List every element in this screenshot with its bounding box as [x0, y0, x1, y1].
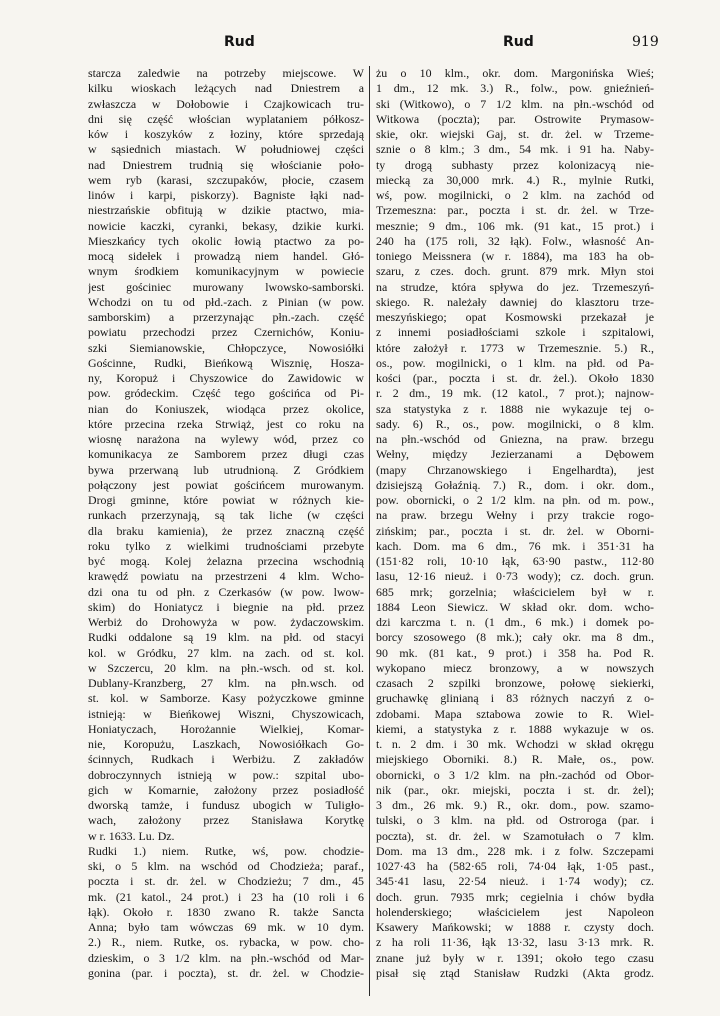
text-line: komunikacya ze Samborem przez długi czas: [88, 447, 364, 462]
text-line: sady. 6) R., os., pow. mogilnicki, o 8 klm.: [376, 416, 654, 431]
text-line: Dom. ma 13 dm., 228 mk. i z folw. Szczepami: [376, 843, 654, 858]
text-line: ny, Koropuż i Chyszowice do Zawidowic w: [88, 371, 364, 385]
text-line: dworską tamże, i fundusz ubogich w Tuligło-: [88, 798, 364, 812]
text-line: (mapy Chrzanowskiego i Engelhardta), jest: [376, 462, 654, 477]
text-line: poczta), st. dr. żel. w Szamotułach o 7 klm.: [376, 828, 654, 843]
text-line: nie, Koropużu, Laszkach, Nowosiółkach Go-: [88, 737, 364, 751]
text-line: kach. Dom. ma 6 dm., 76 mk. i 351·31 ha: [376, 538, 654, 553]
text-line: Witkowa (poczta); par. Ostrowite Prymasow-: [376, 111, 654, 126]
text-line: samborskim) a przerzynając płn.-zach. część: [88, 310, 364, 324]
text-line: 2.) R., niem. Rutke, os. rybacka, w pow. cho-: [88, 935, 364, 950]
text-line: wiosnę narażona na wylewy wód, przez co: [88, 432, 364, 446]
text-line: holenderskiego; właścicielem jest Napoleon: [376, 904, 654, 919]
text-line: (151·82 roli, 10·10 łąk, 63·90 pastw., 112·80: [376, 554, 654, 568]
text-line: mocą sidełek i prowadzą niem handel. Głó-: [88, 249, 364, 263]
text-line: pow. gródeckim. Część tego gościńca od Pi-: [88, 386, 364, 401]
text-line: sza statystyka z r. 1888 nie wykazuje tej o-: [376, 401, 654, 416]
page-number: 919: [632, 34, 659, 50]
text-line: Dublany-Kranzberg, 27 klm. na płn.wsch. od: [88, 676, 364, 690]
header-left-keyword: Rud: [224, 34, 255, 50]
text-line: lasu, 12·16 nieuż. i 0·73 wody); cz. doch. grun.: [376, 569, 654, 584]
text-line: Ksawery Mańkowski; w 1888 r. czysty doch.: [376, 920, 654, 934]
text-line: Wchodzi on tu od płd.-zach. z Pinian (w pow.: [88, 294, 364, 309]
text-line: mesznie; 9 dm., 106 mk. (91 kat., 15 prot.) i: [376, 218, 654, 233]
text-line: które przecina rzeka Strwiąż, jest co roku na: [88, 416, 364, 431]
text-line: pisał się ztąd Stanisław Rudzki (Akta grodz.: [376, 965, 654, 980]
right-text-column: [376, 66, 654, 996]
text-line: gonina (par. i poczta), st. dr. żel. w Chodzie-: [88, 965, 364, 980]
text-line: Gościnne, Rudki, Bieńkową Wisznię, Hosza-: [88, 355, 364, 370]
text-line: Rudki 1.) niem. Rutke, wś, pow. chodzie-: [88, 843, 364, 858]
text-line: z ha roli 11·36, łąk 13·32, lasu 3·13 mrk. R.: [376, 935, 654, 950]
text-line: nian do Koniuszek, wiodąca przez okolice,: [88, 401, 364, 416]
text-line: Drogi gminne, które powiat w różnych kie-: [88, 493, 364, 507]
text-line: t. n. 2 dm. i 30 mk. Wchodzi w skład okręgu: [376, 737, 654, 751]
text-line: r. 2 dm., 19 mk. (12 katol., 7 prot.); najnow-: [376, 386, 654, 401]
text-line: skim) do Honiatycz i biegnie na płd. przez: [88, 599, 364, 614]
text-line: dzisiejszą Gołaźnią. 7.) R., dom. i okr. dom.,: [376, 477, 654, 492]
text-line: miecką za 30,000 mrk. 4.) R., mylnie Rutki,: [376, 172, 654, 187]
text-line: łąk). Około r. 1830 zwano R. także Sancta: [88, 904, 364, 919]
text-line: kości (par., poczta i st. dr. żel.). Około 1830: [376, 371, 654, 385]
text-line: nad Dniestrem trudnią się włościanie poło-: [88, 157, 364, 172]
text-line: wach, założony przez Stanisława Korytkę: [88, 813, 364, 828]
text-line: doch. grun. 7935 mrk; cegielnia i chów bydła: [376, 889, 654, 904]
text-line: zdobami. Mapa sztabowa zowie to R. Wiel-: [376, 706, 654, 721]
text-line: wykopano miecz bronzowy, a w nowszych: [376, 660, 654, 675]
column-divider: [369, 66, 370, 996]
text-line: toniego Meissnera (w r. 1884), ma 183 ha ob-: [376, 249, 654, 263]
text-line: bywa przerwaną lub utrudnioną. Z Gródkiem: [88, 462, 364, 477]
text-line: w r. 1633. Lu. Dz.: [88, 828, 175, 843]
text-line: meszyńskiego; opat Kosmowski przekazał je: [376, 310, 654, 324]
text-line: ścinnych, Rudkach i Werbiżu. Z zakładów: [88, 752, 364, 767]
text-line: 90 mk. (81 kat., 9 prot.) i 358 ha. Pod R.: [376, 645, 654, 660]
text-line: kiemi, a statystyka z r. 1888 wykazuje w os.: [376, 721, 654, 736]
text-line: ski (Witkowo), o 7 1/2 klm. na płn.-wschód od: [376, 96, 654, 111]
text-line: wś, pow. mogilnicki, o 2 klm. na zachód od: [376, 188, 654, 202]
text-line: połączony jest powiat gościńcem murowanym.: [88, 477, 364, 492]
text-line: na praw. brzegu Wełny i przy trakcie rogo-: [376, 508, 654, 523]
text-line: Rudki oddalone są 19 klm. na płd. od stacyi: [88, 630, 364, 645]
text-line: czasach 2 szpilki bronzowe, połowę siekierki,: [376, 676, 654, 690]
text-line: ty drogą subhasty przez kolonizacyą nie-: [376, 157, 654, 172]
text-line: w sąsiednich miastach. W południowej części: [88, 142, 364, 157]
text-line: z innemi posiadłościami szkole i szpitalowi,: [376, 325, 654, 340]
header-center-keyword: Rud: [503, 34, 534, 50]
text-line: niestrzańskie obfitują w dzikie ptactwo, mia-: [88, 203, 364, 218]
text-line: powiatu przechodzi przez Czernichów, Koniu-: [88, 325, 364, 340]
text-line: Werbiż do Drohowyża w pow. żydaczowskim.: [88, 615, 364, 629]
text-line: jest gościniec murowany lwowsko-samborski.: [88, 279, 364, 294]
text-line: na strudze, która spływa do jez. Trzemeszyń-: [376, 279, 654, 294]
text-line: dni się część włościan wyplataniem półkosz-: [88, 111, 364, 126]
text-line: gich w Komarnie, założony przez posiadłość: [88, 782, 364, 797]
text-line: skie, okr. wiejski Gaj, st. dr. żel. w Trzeme-: [376, 127, 654, 141]
text-line: borcy szosowego (8 mk.); cały okr. ma 8 dm.,: [376, 630, 654, 645]
running-header: [0, 34, 720, 52]
text-line: nik (par., okr. miejski, poczta i st. dr. żel);: [376, 782, 654, 797]
text-line: krawędź powiatu na przestrzeni 4 klm. Wcho-: [88, 569, 364, 584]
text-line: gruchawkę glinianą i 83 różnych naczyń z o-: [376, 691, 654, 706]
text-line: linów i karpi, piskorzy). Bagniste łąki nad-: [88, 188, 364, 202]
text-line: poczta i st. dr. żel. w Chodzieżu; 7 dm., 45: [88, 874, 364, 889]
text-line: ków i koszyków z łoziny, które sprzedają: [88, 127, 364, 141]
text-line: Honiatyczach, Horożannie Wielkiej, Komar-: [88, 721, 364, 736]
text-line: ski, o 5 klm. na wschód od Chodzieża; paraf.,: [88, 859, 364, 873]
text-line: Mieszkańcy tych okolic łowią ptactwo za po-: [88, 233, 364, 248]
text-line: wem ryb (karasi, szczupaków, płocie, czasem: [88, 172, 364, 187]
text-line: dla braku kamienia), że przez znaczną część: [88, 523, 364, 538]
text-line: 1027·43 ha (582·65 roli, 74·04 łąk, 1·05 past.,: [376, 859, 654, 873]
text-line: szaru, z czes. doch. grunt. 879 mrk. Młyn stoi: [376, 264, 654, 279]
text-line: 685 mrk; gorzelnia; właścicielem był w r.: [376, 584, 654, 599]
text-line: 1 dm., 12 mk. 3.) R., folw., pow. gnieźnień-: [376, 81, 654, 96]
left-text-column: [88, 66, 364, 996]
text-line: w Szczercu, 20 klm. na płn.-wsch. od st. kol.: [88, 660, 364, 675]
text-line: sznie o 8 klm.; 3 dm., 54 mk. i 91 ha. Naby-: [376, 142, 654, 157]
text-line: 1884 Leon Siewicz. W skład okr. dom. wcho-: [376, 599, 654, 614]
text-line: Trzemeszna: par., poczta i st. dr. żel. w Trze-: [376, 203, 654, 218]
text-line: Anna; było tam wówczas 69 mk. w 10 dym.: [88, 920, 364, 934]
text-line: tulski, o 3 klm. na płd. od Ostroroga (par. i: [376, 813, 654, 828]
text-line: starcza zaledwie na potrzeby miejscowe. W: [88, 66, 364, 80]
text-line: być mogą. Kolej żelazna przecina wschodnią: [88, 554, 364, 568]
text-line: dzi karczma t. n. (1 dm., 6 mk.) i domek po-: [376, 615, 654, 629]
text-line: 345·41 lasu, 22·54 nieuż. i 1·74 wody); cz.: [376, 874, 654, 889]
text-line: zińskim; par., poczta i st. dr. żel. w Oborni-: [376, 523, 654, 538]
text-line: żu o 10 klm., okr. dom. Margonińska Wieś;: [376, 66, 654, 80]
text-line: znane już były w r. 1391; około tego czasu: [376, 950, 654, 965]
text-line: szki Siemianowskie, Chłopczyce, Nowosiółki: [88, 340, 364, 355]
text-line: istnieją: w Bieńkowej Wiszni, Chyszowicach,: [88, 706, 364, 721]
text-line: dzieskim, o 3 1/2 klm. na płn.-wschód od Mar-: [88, 950, 364, 965]
text-line: zwłaszcza w Dołobowie i Czajkowicach tru-: [88, 96, 364, 111]
text-line: wnym środkiem komunikacyjnym w powiecie: [88, 264, 364, 279]
text-line: dzi ona tu od płn. z Czerkasów (w pow. lwow-: [88, 584, 364, 599]
text-line: mk. (21 katol., 24 prot.) i 23 ha (10 roli i 6: [88, 889, 364, 904]
text-line: obornicki, o 3 1/2 klm. na płn.-zachód od Obor-: [376, 767, 654, 782]
text-line: nowicie kaczki, cyranki, bekasy, dzikie kurki.: [88, 218, 364, 233]
text-line: Wełny, między Jezierzanami a Dębowem: [376, 447, 654, 462]
text-line: runkach przerzynają, są tak liche (w części: [88, 508, 364, 523]
text-line: kilku wioskach leżących nad Dniestrem a: [88, 81, 364, 96]
text-line: pow. obornicki, o 2 1/2 klm. na płn. od m. pow.,: [376, 493, 654, 507]
text-line: kol. w Gródku, 27 klm. na zach. od st. kol.: [88, 645, 364, 660]
text-line: 240 ha (175 roli, 32 łąk). Folw., własność An-: [376, 233, 654, 248]
text-line: os., pow. mogilnicki, o 1 klm. na płd. od Pa-: [376, 355, 654, 370]
text-line: które założył r. 1773 w Trzemesznie. 5.) R.,: [376, 340, 654, 355]
text-line: st. kol. w Samborze. Kasy pożyczkowe gminne: [88, 691, 364, 706]
text-line: miejskiego Oborniki. 8.) R. Małe, os., pow.: [376, 752, 654, 767]
text-line: roku tylko z wielkimi trudnościami przebyte: [88, 538, 364, 553]
text-line: 3 dm., 26 mk. 9.) R., okr. dom., pow. szamo-: [376, 798, 654, 812]
text-line: dobroczynnych istnieją w pow.: szpital ubo-: [88, 767, 364, 782]
text-line: skiego. R. należały dawniej do klasztoru trze-: [376, 294, 654, 309]
text-line: na płn.-wschód od Gniezna, na praw. brzegu: [376, 432, 654, 446]
